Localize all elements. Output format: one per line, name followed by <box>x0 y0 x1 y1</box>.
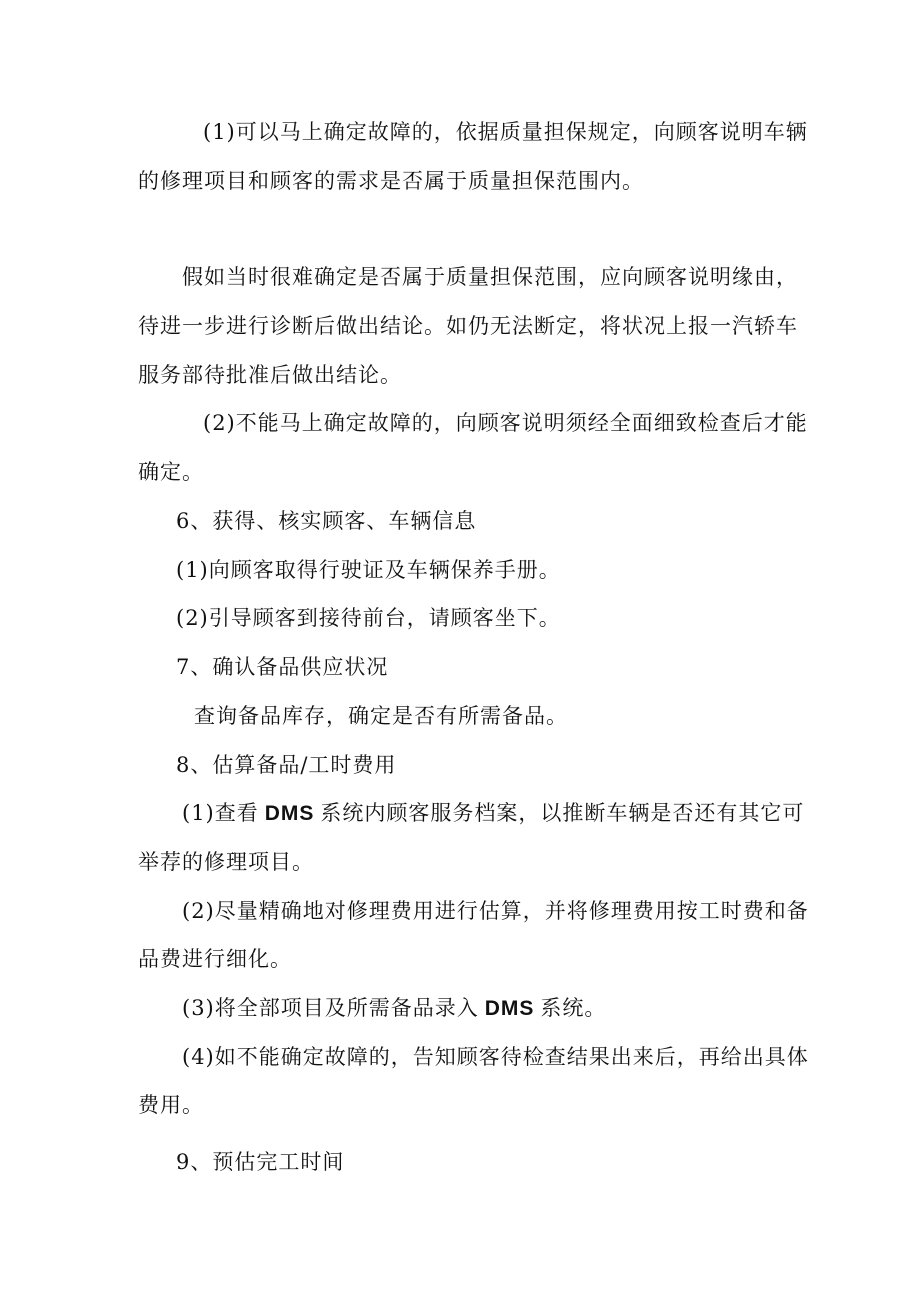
paragraph-3-line-1: (2)不能马上确定故障的，向顾客说明须经全面细致检查后才能 <box>203 411 808 435</box>
paragraph-1-line-1: (1)可以马上确定故障的，依据质量担保规定，向顾客说明车辆 <box>203 120 808 144</box>
section-8-item-1-line-1 <box>182 799 804 828</box>
section-8-heading: 8、估算备品/工时费用 <box>176 753 397 777</box>
section-9-heading: 9、预估完工时间 <box>176 1150 345 1174</box>
section-7-body: 查询备品库存，确定是否有所需备品。 <box>194 704 568 728</box>
section-6-heading: 6、获得、核实顾客、车辆信息 <box>176 509 477 533</box>
section-8-item-2-line-1: (2)尽量精确地对修理费用进行估算，并将修理费用按工时费和备 <box>182 899 809 923</box>
section-6-item-2: (2)引导顾客到接待前台，请顾客坐下。 <box>176 606 561 630</box>
section-8-item-4-line-1: (4)如不能确定故障的，告知顾客待检查结果出来后，再给出具体 <box>182 1045 809 1069</box>
section-8-item-1-dms: DMS <box>264 802 315 825</box>
section-8-item-3-text-a: (3)将全部项目及所需备品录入 <box>182 996 479 1020</box>
paragraph-2-line-1: 假如当时很难确定是否属于质量担保范围，应向顾客说明缘由， <box>182 265 798 289</box>
section-7-heading: 7、确认备品供应状况 <box>176 655 389 679</box>
section-8-item-3-dms: DMS <box>484 997 535 1020</box>
section-8-item-3 <box>182 994 606 1023</box>
paragraph-2-line-3: 服务部待批准后做出结论。 <box>138 363 402 387</box>
section-8-item-2-line-2: 品费进行细化。 <box>138 947 292 971</box>
section-8-item-4-line-2: 费用。 <box>138 1093 204 1117</box>
paragraph-1-line-2: 的修理项目和顾客的需求是否属于质量担保范围内。 <box>138 169 644 193</box>
paragraph-2-line-2: 待进一步进行诊断后做出结论。如仍无法断定，将状况上报一汽轿车 <box>138 314 798 338</box>
section-8-item-1-line-2: 举荐的修理项目。 <box>138 850 314 874</box>
section-8-item-1-text-b: 系统内顾客服务档案，以推断车辆是否还有其它可 <box>320 801 805 825</box>
section-8-item-1-text-a: (1)查看 <box>182 801 259 825</box>
section-6-item-1: (1)向顾客取得行驶证及车辆保养手册。 <box>176 558 561 582</box>
section-8-item-3-text-b: 系统。 <box>540 996 607 1020</box>
paragraph-3-line-2: 确定。 <box>138 460 204 484</box>
